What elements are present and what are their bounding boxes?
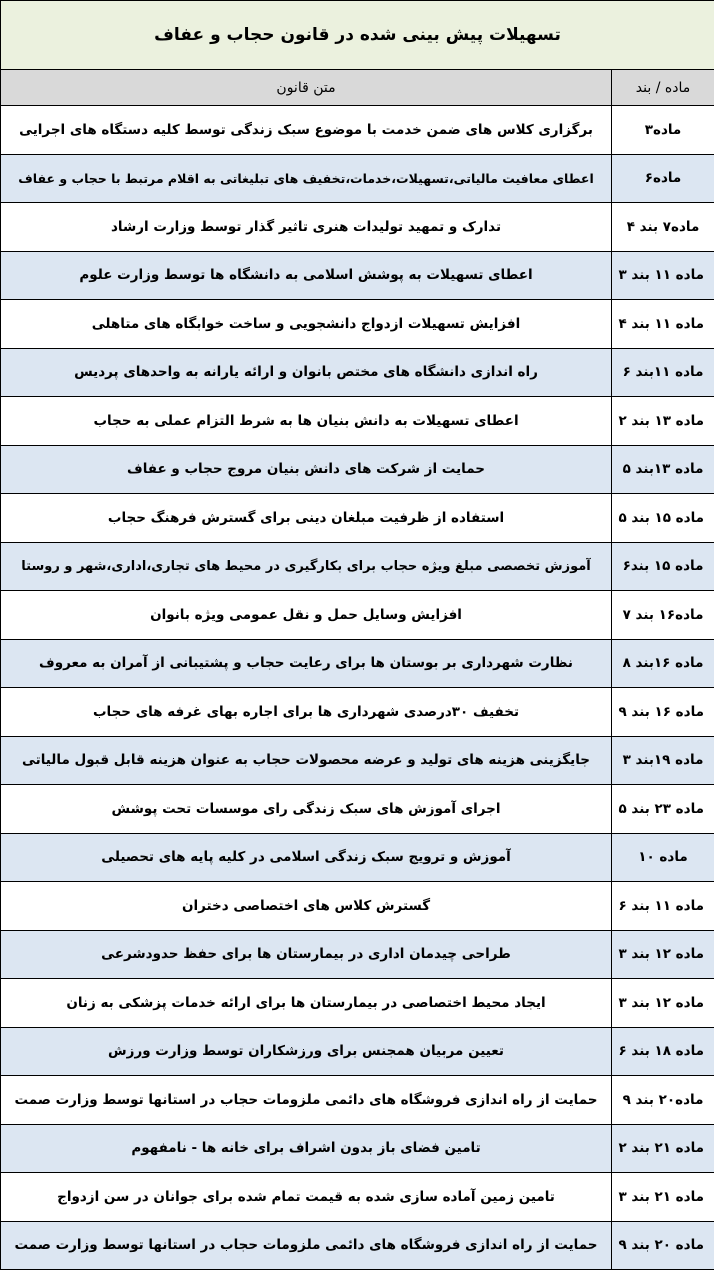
article-number-cell: ماده ۱۱ بند ۴ <box>612 300 714 349</box>
article-number-cell: ماده ۱۰ <box>612 833 714 882</box>
article-number-cell: ماده ۲۱ بند ۳ <box>612 1173 714 1222</box>
law-text-cell: افزایش تسهیلات ازدواج دانشجویی و ساخت خوابگاه های متاهلی <box>1 300 612 349</box>
law-text-cell: اجرای آموزش های سبک زندگی رای موسسات تحت پوشش <box>1 785 612 834</box>
table-row <box>1 785 714 834</box>
table-row <box>1 1076 714 1125</box>
article-number-cell: ماده ۱۲ بند ۳ <box>612 979 714 1028</box>
law-text-cell: آموزش تخصصی مبلغ ویژه حجاب برای بکارگیری در محیط های تجاری،اداری،شهر و روستا <box>1 542 612 591</box>
table-row <box>1 445 714 494</box>
law-text-cell: گسترش کلاس های اختصاصی دختران <box>1 882 612 931</box>
law-text-cell: اعطای تسهیلات به دانش بنیان ها به شرط التزام عملی به حجاب <box>1 397 612 446</box>
table-row <box>1 639 714 688</box>
article-number-cell: ماده ۱۱ بند ۶ <box>612 882 714 931</box>
law-text-cell: تامین زمین آماده سازی شده به قیمت تمام شده برای جوانان در سن ازدواج <box>1 1173 612 1222</box>
article-number-cell: ماده ۲۳ بند ۵ <box>612 785 714 834</box>
article-number-cell: ماده ۲۰ بند ۹ <box>612 1221 714 1270</box>
table-row <box>1 154 714 203</box>
law-text-cell: استفاده از ظرفیت مبلغان دینی برای گسترش فرهنگ حجاب <box>1 494 612 543</box>
law-text-cell: تعیین مربیان همجنس برای ورزشکاران توسط وزارت ورزش <box>1 1027 612 1076</box>
article-number-cell: ماده۷ بند ۴ <box>612 203 714 252</box>
article-number-cell: ماده۶ <box>612 154 714 203</box>
law-text-cell: تدارک و تمهید تولیدات هنری تاثیر گذار توسط وزارت ارشاد <box>1 203 612 252</box>
law-text-cell: طراحی چیدمان اداری در بیمارستان ها برای حفظ حدودشرعی <box>1 930 612 979</box>
law-text-cell: حمایت از شرکت های دانش بنیان مروج حجاب و عفاف <box>1 445 612 494</box>
table-row <box>1 1221 714 1270</box>
law-text-cell: ایجاد محیط اختصاصی در بیمارستان ها برای ارائه خدمات پزشکی به زنان <box>1 979 612 1028</box>
article-number-cell: ماده ۱۱ بند ۳ <box>612 251 714 300</box>
table-row <box>1 300 714 349</box>
law-text-cell: نظارت شهرداری بر بوستان ها برای رعایت حجاب و پشتیبانی از آمران به معروف <box>1 639 612 688</box>
table-row <box>1 979 714 1028</box>
column-header-text: متن قانون <box>1 70 612 106</box>
article-number-cell: ماده ۱۶بند ۸ <box>612 639 714 688</box>
law-text-cell: حمایت از راه اندازی فروشگاه های دائمی ملزومات حجاب در استانها توسط وزارت صمت <box>1 1076 612 1125</box>
table-row <box>1 106 714 155</box>
table-title-row <box>1 1 714 70</box>
table-row <box>1 736 714 785</box>
article-number-cell: ماده ۱۹بند ۳ <box>612 736 714 785</box>
table-header-row <box>1 70 714 106</box>
table-row <box>1 251 714 300</box>
table-row <box>1 882 714 931</box>
law-text-cell: جایگزینی هزینه های تولید و عرضه محصولات حجاب به عنوان هزینه قابل قبول مالیاتی <box>1 736 612 785</box>
table-row <box>1 397 714 446</box>
table-body <box>1 106 714 1270</box>
table-row <box>1 1124 714 1173</box>
article-number-cell: ماده ۱۱بند ۶ <box>612 348 714 397</box>
article-number-cell: ماده ۲۱ بند ۲ <box>612 1124 714 1173</box>
table-row <box>1 930 714 979</box>
table-row <box>1 348 714 397</box>
table-row <box>1 203 714 252</box>
table-title: تسهیلات پیش بینی شده در قانون حجاب و عفاف <box>1 1 714 70</box>
law-text-cell: آموزش و ترویج سبک زندگی اسلامی در کلیه پایه های تحصیلی <box>1 833 612 882</box>
law-text-cell: راه اندازی دانشگاه های مختص بانوان و ارائه یارانه به واحدهای پردیس <box>1 348 612 397</box>
table-row <box>1 542 714 591</box>
article-number-cell: ماده ۱۲ بند ۳ <box>612 930 714 979</box>
column-header-article: ماده / بند <box>612 70 714 106</box>
article-number-cell: ماده ۱۵ بند ۵ <box>612 494 714 543</box>
article-number-cell: ماده ۱۶ بند ۹ <box>612 688 714 737</box>
table-row <box>1 833 714 882</box>
table-row <box>1 688 714 737</box>
law-text-cell: حمایت از راه اندازی فروشگاه های دائمی ملزومات حجاب در استانها توسط وزارت صمت <box>1 1221 612 1270</box>
law-text-cell: افزایش وسایل حمل و نقل عمومی ویژه بانوان <box>1 591 612 640</box>
law-text-cell: اعطای معافیت مالیاتی،تسهیلات،خدمات،تخفیف های تبلیغاتی به اقلام مرتبط با حجاب و عفاف <box>1 154 612 203</box>
article-number-cell: ماده ۱۸ بند ۶ <box>612 1027 714 1076</box>
law-text-cell: تامین فضای باز بدون اشراف برای خانه ها - نامفهوم <box>1 1124 612 1173</box>
law-text-cell: برگزاری کلاس های ضمن خدمت با موضوع سبک زندگی توسط کلیه دستگاه های اجرایی <box>1 106 612 155</box>
law-text-cell: تخفیف ۳۰درصدی شهرداری ها برای اجاره بهای غرفه های حجاب <box>1 688 612 737</box>
article-number-cell: ماده ۱۳بند ۵ <box>612 445 714 494</box>
table-row <box>1 1027 714 1076</box>
article-number-cell: ماده ۱۵ بند۶ <box>612 542 714 591</box>
law-text-cell: اعطای تسهیلات به پوشش اسلامی به دانشگاه ها توسط وزارت علوم <box>1 251 612 300</box>
table-row <box>1 494 714 543</box>
article-number-cell: ماده۱۶ بند ۷ <box>612 591 714 640</box>
table-row <box>1 1173 714 1222</box>
table-row <box>1 591 714 640</box>
article-number-cell: ماده۲۰ بند ۹ <box>612 1076 714 1125</box>
article-number-cell: ماده ۱۳ بند ۲ <box>612 397 714 446</box>
article-number-cell: ماده۳ <box>612 106 714 155</box>
